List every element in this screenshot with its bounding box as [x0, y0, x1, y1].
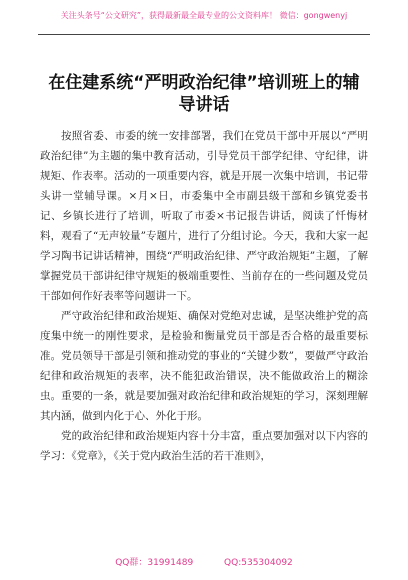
header-divider: [38, 34, 370, 35]
paragraph-1: 按照省委、市委的统一安排部署，我们在党员干部中开展以“严明政治纪律”为主题的集中教育活动，引导党员干部学纪律、守纪律，讲规矩、作表率。活动的一项重要内容，就是开展一次集中培训，书记带头讲一堂辅导课。×月×日，市委集中全市副县级干部和乡镇党委书记、乡镇长进行了培训，听取了市委×书记报告讲话，阅读了忏悔材料，观看了“无声较量”专题片，进行了分组讨论。今天，我和大家一起学习陶书记讲话精神，围绕“严明政治纪律、严守政治规矩”主题，了解掌握党员干部讲纪律守规矩的极端重要性、当前存在的一些问题及党员干部如何作好表率等问题讲一下。: [40, 130, 368, 302]
header-banner-text: 关注头条号“公文研究”，获得最新最全最专业的公文资料库！ 微信：gongwenyj: [60, 11, 348, 20]
footer-qq-group: QQ群：31991489: [115, 558, 194, 568]
paragraph-2: 严守政治纪律和政治规矩、确保对党绝对忠诚，是坚决维护党的高度集中统一的刚性要求，是检验和衡量党员干部是否合格的最重要标准。党员领导干部是引领和推动党的事业的“关键少数”，要做严守政治纪律和政治规矩的表率，决不能犯政治错误，决不能做政治上的糊涂虫。重要的一条，就是要加强对政治纪律和政治规矩的学习，深刻理解其内涵，做到内化于心、外化于形。: [40, 310, 368, 422]
document-title: 在住建系统“严明政治纪律”培训班上的辅导讲话: [48, 73, 360, 115]
footer-qq: QQ:535304092: [224, 558, 293, 568]
document-body: [40, 126, 368, 466]
paragraph-3: 党的政治纪律和政治规矩内容十分丰富，重点要加强对以下内容的学习：《党章》，《关于党内政治生活的若干准则》，: [40, 430, 368, 462]
footer: [0, 555, 408, 568]
